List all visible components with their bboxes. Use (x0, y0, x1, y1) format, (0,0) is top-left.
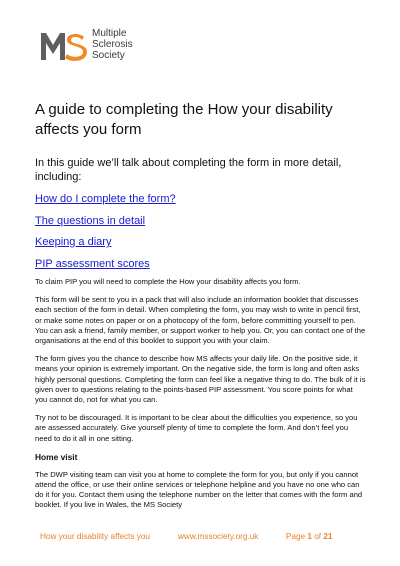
logo-line-2: Sclerosis (92, 39, 133, 50)
body-paragraph: To claim PIP you will need to complete the How your disability affects you form. (35, 277, 301, 286)
footer-website: www.mssociety.org.uk (178, 532, 259, 541)
ms-logo-mark-icon (40, 28, 88, 62)
page-of: of (311, 532, 324, 541)
toc-link-keeping-diary[interactable]: Keeping a diary (35, 236, 112, 248)
toc-link-questions-detail[interactable]: The questions in detail (35, 214, 146, 227)
toc-link-pip-scores[interactable]: PIP assessment scores (35, 257, 150, 270)
body-paragraph: The DWP visiting team can visit you at home to complete the form for you, but only if you cannot attend the office, or use their online services or telephone helpline and you have no one who can do it for you. Contact them using the telephone number on the letter that comes with the form and booklet. If you live in Wales, the MS Society (35, 469, 363, 510)
toc-link-complete-form[interactable]: How do I complete the form? (35, 193, 176, 205)
footer-page-number (286, 532, 332, 541)
ms-society-logo (40, 28, 160, 62)
body-paragraph: This form will be sent to you in a pack that will also include an information booklet that discusses each section of the form in detail. When completing the form, you may wish to write in pencil first, or make some notes on paper or on a photocopy of the form, before committing yourself to pen. You can ask a friend, family member, or support worker to help you. Or, you can contact one of the organisations at the end of this booklet to support you with your claim. (35, 295, 366, 346)
logo-wordmark (92, 28, 133, 61)
body-paragraph: The form gives you the chance to describe how MS affects your daily life. On the positive side, it means your opinion is extremely important. On the negative side, the form is long and often asks highly personal questions. Completing the form can feel like a negative thing to do. The bulk of it is given over to questions relating to the points-based PIP assessment. You score points for what you cannot do, not for what you can. (35, 354, 366, 405)
page-prefix: Page (286, 532, 308, 541)
main-content (35, 100, 367, 519)
table-of-contents (35, 192, 367, 271)
logo-line-3: Society (92, 50, 125, 61)
page-title: A guide to completing the How your disability affects you form (35, 101, 333, 138)
toc-item (35, 214, 367, 228)
intro-text: In this guide we’ll talk about completing the form in more detail, including: (35, 157, 342, 183)
page-total: 21 (323, 532, 333, 541)
toc-item (35, 192, 367, 206)
toc-item (35, 235, 367, 249)
page-footer (40, 532, 370, 544)
toc-item (35, 257, 367, 271)
page-current: 1 (307, 532, 312, 541)
body-paragraph: Try not to be discouraged. It is important to be clear about the difficulties you experience, so you are assessed accurately. Give yourself plenty of time to complete the form. And don’t feel you need to do it all in one sitting. (35, 413, 358, 443)
logo-line-1: Multiple (92, 28, 127, 39)
section-heading: Home visit (35, 451, 78, 462)
footer-title: How your disability affects you (40, 532, 150, 541)
